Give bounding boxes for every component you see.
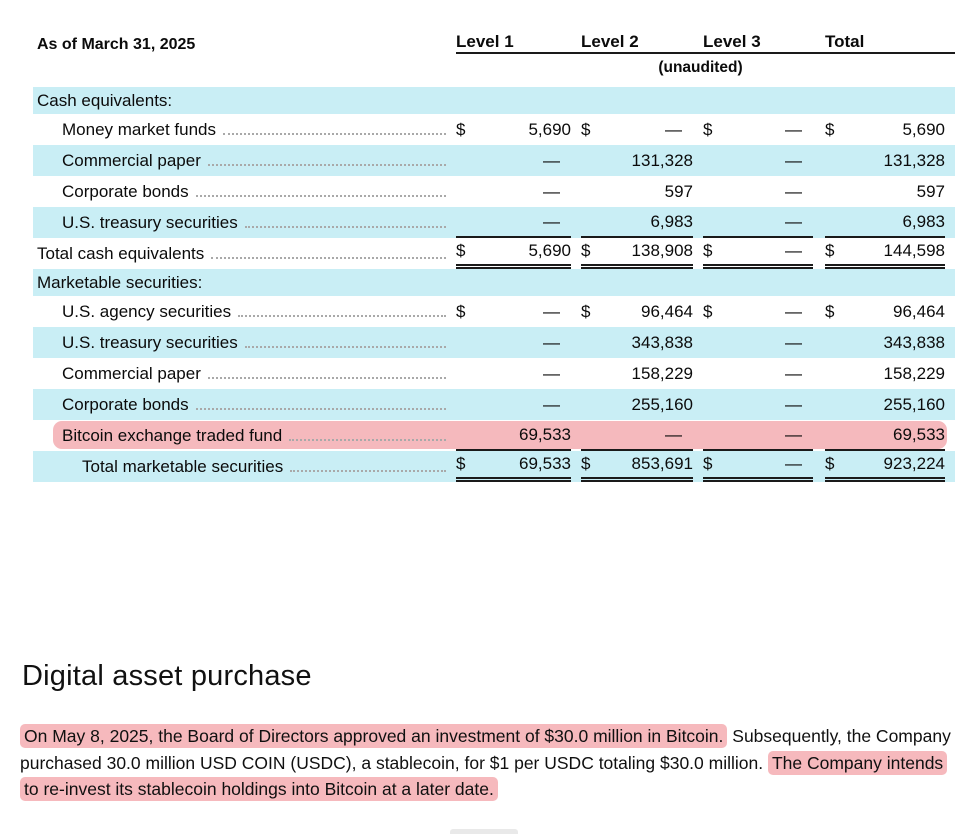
dotted-leader (208, 164, 446, 166)
dotted-leader (289, 439, 446, 441)
table-header-row (33, 30, 955, 54)
value-group-level-total (825, 451, 945, 482)
value-group-level1 (456, 145, 571, 176)
cell-value: — (785, 394, 802, 414)
table-row (33, 207, 955, 238)
value-group-level2 (581, 207, 693, 238)
currency-symbol: $ (825, 454, 835, 473)
value-group-level3 (703, 296, 813, 327)
row-end-pad (945, 114, 955, 145)
row-label: Bitcoin exchange traded fund (62, 425, 283, 445)
cell-value: 853,691 (631, 454, 693, 473)
table-row (33, 389, 955, 420)
currency-symbol: $ (456, 119, 466, 139)
cell-value: — (543, 363, 560, 383)
cell-value: — (785, 363, 802, 383)
currency-symbol: $ (456, 454, 466, 473)
as-of-date-label: As of March 31, 2025 (37, 36, 196, 53)
table-row (33, 145, 955, 176)
section-paragraph (20, 723, 955, 803)
row-label-cell (33, 389, 456, 420)
row-label-cell (33, 296, 456, 327)
cell-value: 131,328 (883, 150, 945, 170)
cell-value: 343,838 (883, 332, 945, 352)
fair-value-table (33, 30, 955, 482)
value-group-level2 (581, 296, 693, 327)
value-group-level-total (825, 420, 945, 451)
column-header-level3: Level 3 (703, 32, 761, 51)
row-end-pad (945, 358, 955, 389)
fair-value-table-body (33, 87, 955, 482)
row-label-cell (33, 451, 456, 482)
row-label-cell (33, 238, 456, 269)
row-label-cell (33, 358, 456, 389)
cell-value: 597 (664, 181, 693, 201)
dotted-leader (196, 408, 446, 410)
cell-value: — (785, 150, 802, 170)
value-group-level2 (581, 451, 693, 482)
value-group-level1 (456, 358, 571, 389)
dotted-leader (290, 470, 446, 472)
cell-value: 5,690 (528, 119, 571, 139)
row-label-cell (33, 269, 955, 296)
row-label: Commercial paper (62, 363, 201, 383)
table-row (33, 451, 955, 482)
cell-value: — (543, 301, 560, 321)
cell-value: — (785, 211, 802, 231)
value-group-level-total (825, 207, 945, 238)
value-group-level2 (581, 145, 693, 176)
row-end-pad (945, 145, 955, 176)
dotted-leader (211, 257, 446, 259)
cell-value: — (785, 181, 802, 201)
cell-value: 923,224 (883, 454, 945, 473)
row-end-pad (945, 327, 955, 358)
row-label-cell (33, 207, 456, 238)
column-header-level1: Level 1 (456, 32, 514, 51)
row-end-pad (945, 451, 955, 482)
currency-symbol: $ (581, 454, 591, 473)
value-group-level1 (456, 176, 571, 207)
cell-value: — (785, 119, 802, 139)
cell-value: 343,838 (631, 332, 693, 352)
table-row (33, 358, 955, 389)
row-label: Corporate bonds (62, 394, 189, 414)
cell-value: 6,983 (650, 211, 693, 231)
value-group-level-total (825, 327, 945, 358)
currency-symbol: $ (703, 301, 713, 321)
value-group-level1 (456, 451, 571, 482)
column-header-level2: Level 2 (581, 32, 639, 51)
row-end-pad (945, 238, 955, 269)
dotted-leader (208, 377, 446, 379)
cell-value: 69,533 (519, 424, 571, 444)
cutoff-page-element (450, 829, 518, 834)
cell-value: — (543, 181, 560, 201)
cell-value: 5,690 (902, 119, 945, 139)
value-group-level1 (456, 207, 571, 238)
table-row (33, 114, 955, 145)
cell-value: 255,160 (883, 394, 945, 414)
cell-value: 158,229 (631, 363, 693, 383)
value-group-level3 (703, 327, 813, 358)
value-group-level1 (456, 238, 571, 269)
row-label: Commercial paper (62, 150, 201, 170)
value-group-level-total (825, 358, 945, 389)
table-row (33, 327, 955, 358)
cell-value: — (543, 150, 560, 170)
table-row (33, 296, 955, 327)
row-label-cell (33, 87, 955, 114)
value-group-level2 (581, 176, 693, 207)
dotted-leader (238, 315, 446, 317)
value-group-level2 (581, 420, 693, 451)
table-row (33, 420, 955, 451)
cell-value: — (785, 454, 802, 473)
cell-value: 131,328 (631, 150, 693, 170)
value-group-level3 (703, 207, 813, 238)
row-label: Marketable securities: (37, 272, 203, 292)
row-label: U.S. treasury securities (62, 332, 238, 352)
cell-value: — (785, 241, 802, 260)
value-group-level-total (825, 145, 945, 176)
cell-value: 597 (916, 181, 945, 201)
row-end-pad (945, 176, 955, 207)
row-label-cell (33, 420, 456, 451)
table-row (33, 176, 955, 207)
value-group-level1 (456, 420, 571, 451)
row-label-cell (33, 145, 456, 176)
value-group-level-total (825, 389, 945, 420)
table-row (33, 238, 955, 269)
value-group-level3 (703, 238, 813, 269)
currency-symbol: $ (825, 241, 835, 260)
cell-value: 96,464 (893, 301, 945, 321)
cell-value: 255,160 (631, 394, 693, 414)
cell-value: — (785, 424, 802, 444)
cell-value: — (785, 332, 802, 352)
table-row (33, 269, 955, 296)
value-group-level-total (825, 176, 945, 207)
value-group-level3 (703, 389, 813, 420)
row-label: Cash equivalents: (37, 90, 173, 110)
value-group-level3 (703, 358, 813, 389)
currency-symbol: $ (703, 454, 713, 473)
highlighted-text: The Company intends to re-invest its stablecoin holdings into Bitcoin at a later date. (20, 751, 947, 802)
cell-value: — (665, 119, 682, 139)
row-end-pad (945, 420, 955, 451)
row-label-cell (33, 176, 456, 207)
column-headers (456, 32, 955, 54)
cell-value: — (785, 301, 802, 321)
cell-value: 69,533 (519, 454, 571, 473)
row-label: U.S. agency securities (62, 301, 232, 321)
row-label: Total marketable securities (82, 456, 284, 476)
value-group-level3 (703, 176, 813, 207)
cell-value: 158,229 (883, 363, 945, 383)
row-end-pad (945, 207, 955, 238)
row-end-pad (945, 389, 955, 420)
value-group-level3 (703, 145, 813, 176)
cell-value: 5,690 (528, 241, 571, 260)
currency-symbol: $ (703, 241, 713, 260)
value-group-level1 (456, 327, 571, 358)
value-group-level3 (703, 114, 813, 145)
currency-symbol: $ (456, 301, 466, 321)
cell-value: — (665, 424, 682, 444)
cell-value: 144,598 (883, 241, 945, 260)
value-group-level1 (456, 389, 571, 420)
row-label: U.S. treasury securities (62, 212, 238, 232)
digital-asset-section (0, 482, 979, 803)
currency-symbol: $ (581, 301, 591, 321)
cell-value: — (543, 394, 560, 414)
row-label: Total cash equivalents (37, 243, 205, 263)
row-label: Money market funds (62, 119, 217, 139)
cell-value: — (543, 211, 560, 231)
value-group-level2 (581, 358, 693, 389)
value-group-level2 (581, 327, 693, 358)
currency-symbol: $ (825, 301, 835, 321)
value-group-level1 (456, 296, 571, 327)
value-group-level2 (581, 114, 693, 145)
cell-value: 69,533 (893, 424, 945, 444)
cell-value: 96,464 (641, 301, 693, 321)
currency-symbol: $ (581, 241, 591, 260)
dotted-leader (223, 133, 446, 135)
cell-value: 6,983 (902, 211, 945, 231)
table-row (33, 87, 955, 114)
section-heading: Digital asset purchase (22, 660, 312, 692)
value-group-level3 (703, 420, 813, 451)
unaudited-label: (unaudited) (658, 59, 743, 76)
row-label-cell (33, 327, 456, 358)
value-group-level2 (581, 238, 693, 269)
dotted-leader (245, 226, 446, 228)
cell-value: 138,908 (631, 241, 693, 260)
value-group-level-total (825, 296, 945, 327)
value-group-level3 (703, 451, 813, 482)
row-label-cell (33, 114, 456, 145)
currency-symbol: $ (456, 241, 466, 260)
dotted-leader (245, 346, 446, 348)
value-group-level2 (581, 389, 693, 420)
row-label: Corporate bonds (62, 181, 189, 201)
plain-text: Subsequently, the Company purchased 30.0 million USD COIN (USDC), a stablecoin, for $1 per USDC totaling $30.0 million. (20, 726, 951, 773)
currency-symbol: $ (825, 119, 835, 139)
column-header-total: Total (825, 32, 865, 51)
value-group-level-total (825, 114, 945, 145)
value-group-level1 (456, 114, 571, 145)
currency-symbol: $ (581, 119, 591, 139)
cell-value: — (543, 332, 560, 352)
highlighted-text: On May 8, 2025, the Board of Directors approved an investment of $30.0 million in Bitcoin. (20, 724, 727, 748)
dotted-leader (196, 195, 446, 197)
currency-symbol: $ (703, 119, 713, 139)
value-group-level-total (825, 238, 945, 269)
unaudited-row (33, 56, 955, 80)
row-end-pad (945, 296, 955, 327)
